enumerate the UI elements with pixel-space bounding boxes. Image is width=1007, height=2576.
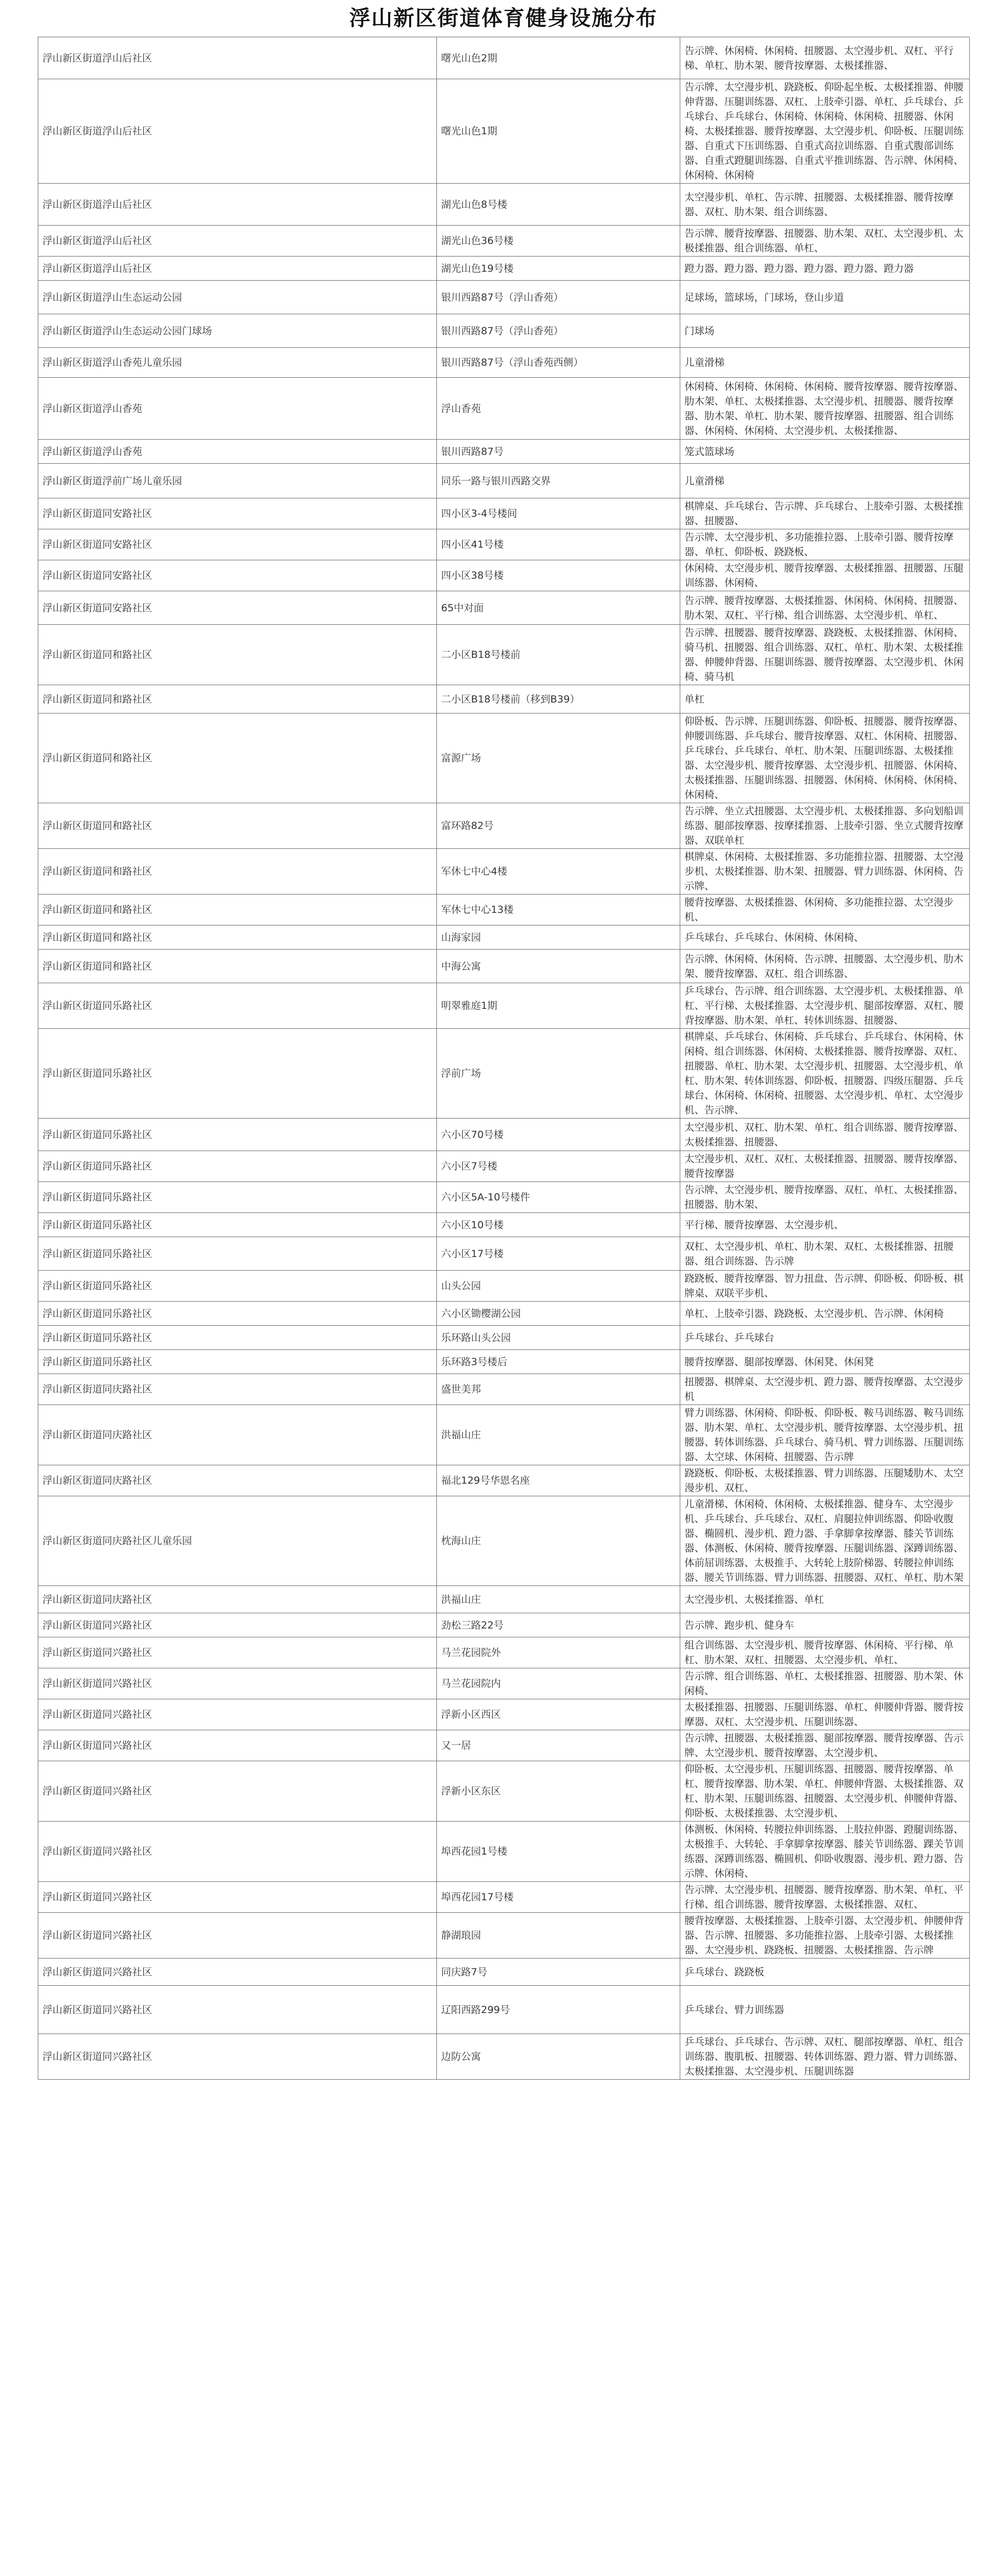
cell-area: 浮山新区街道同安路社区: [38, 560, 437, 591]
cell-location: 四小区41号楼: [437, 529, 680, 560]
cell-area: 浮山新区街道同和路社区: [38, 950, 437, 983]
cell-area: 浮山新区街道同兴路社区: [38, 1822, 437, 1882]
cell-facilities: 告示牌、休闲椅、休闲椅、告示牌、扭腰器、太空漫步机、肋木架、腰背按摩器、双杠、组合训练器、: [680, 950, 970, 983]
cell-area: 浮山新区街道同兴路社区: [38, 1913, 437, 1958]
cell-facilities: 告示牌、扭腰器、腰背按摩器、跷跷板、太极揉推器、休闲椅、骑马机、扭腰器、组合训练器、双杠、单杠、肋木架、太极揉推器、伸腰伸背器、压腿训练器、腰背按摩器、太空漫步机、休闲椅、骑马机: [680, 625, 970, 685]
cell-facilities: 儿童滑梯: [680, 348, 970, 378]
cell-facilities: 门球场: [680, 314, 970, 348]
table-row: [38, 1668, 970, 1699]
table-row: [38, 950, 970, 983]
cell-facilities: 棋牌桌、休闲椅、太极揉推器、多功能推拉器、扭腰器、太空漫步机、太极揉推器、肋木架、扭腰器、臂力训练器、休闲椅、告示牌、: [680, 849, 970, 895]
cell-facilities: 腰背按摩器、太极揉推器、休闲椅、多功能推拉器、太空漫步机、: [680, 895, 970, 925]
cell-facilities: 太空漫步机、太极揉推器、单杠: [680, 1586, 970, 1613]
cell-area: 浮山新区街道同安路社区: [38, 498, 437, 529]
cell-facilities: 棋牌桌、乒乓球台、休闲椅、乒乓球台、乒乓球台、休闲椅、休闲椅、组合训练器、休闲椅、太极揉推器、腰背按摩器、双杠、扭腰器、单杠、肋木架、太空漫步机、扭腰器、太空漫步机、单杠、肋木架、转体训练器、仰卧板、扭腰器、四级压腿器、乒乓球台、休闲椅、休闲椅、扭腰器、太空漫步机、单杠、太空漫步机、告示牌、: [680, 1029, 970, 1119]
cell-facilities: 体测板、休闲椅、转腰拉伸训练器、上肢拉伸器、蹬腿训练器、太极推手、大转轮、手拿脚拿按摩器、膝关节训练器、踝关节训练器、深蹲训练器、椭圆机、仰卧收腹器、漫步机、蹬力器、告示牌、休闲椅、: [680, 1822, 970, 1882]
table-row: [38, 378, 970, 440]
cell-area: 浮山新区街道同和路社区: [38, 849, 437, 895]
cell-location: 湖光山色8号楼: [437, 184, 680, 226]
cell-facilities: 太空漫步机、双杠、肋木架、单杠、组合训练器、腰背按摩器、太极揉推器、扭腰器、: [680, 1119, 970, 1151]
cell-facilities: 儿童滑梯、休闲椅、休闲椅、太极揉推器、健身车、太空漫步机、乒乓球台、乒乓球台、双杠、肩腿拉伸训练器、仰卧收腹器、椭圆机、漫步机、蹬力器、手拿脚拿按摩器、膝关节训练器、体测板、休闲椅、腰背按摩器、压腿训练器、深蹲训练器、体前屈训练器、太极推手、大转轮上肢阶梯器、转腰拉伸训练器、腰关节训练器、臂力训练器、扭腰器、双杠、单杠、肋木架: [680, 1496, 970, 1586]
cell-area: 浮山新区街道浮山生态运动公园门球场: [38, 314, 437, 348]
cell-area: 浮山新区街道同兴路社区: [38, 1986, 437, 2034]
cell-location: 埠西花园1号楼: [437, 1822, 680, 1882]
table-row: [38, 1913, 970, 1958]
cell-location: 山头公园: [437, 1271, 680, 1302]
cell-facilities: 乒乓球台、乒乓球台: [680, 1326, 970, 1350]
table-row: [38, 37, 970, 79]
cell-facilities: 平行梯、腰背按摩器、太空漫步机、: [680, 1213, 970, 1237]
cell-location: 六小区锄樱湖公园: [437, 1302, 680, 1326]
cell-area: 浮山新区街道同兴路社区: [38, 2034, 437, 2080]
cell-facilities: 告示牌、休闲椅、休闲椅、扭腰器、太空漫步机、双杠、平行梯、单杠、肋木架、腰背按摩器、太极揉推器、: [680, 37, 970, 79]
cell-facilities: 告示牌、腰背按摩器、扭腰器、肋木架、双杠、太空漫步机、太极揉推器、组合训练器、单杠、: [680, 226, 970, 257]
cell-facilities: 告示牌、坐立式扭腰器、太空漫步机、太极揉推器、多向划船训练器、腿部按摩器、按摩揉推器、上肢牵引器、坐立式腰背按摩器、双联单杠: [680, 803, 970, 849]
cell-location: 洪福山庄: [437, 1405, 680, 1465]
cell-location: 马兰花园院内: [437, 1668, 680, 1699]
cell-facilities: 太空漫步机、双杠、双杠、太极揉推器、扭腰器、腰背按摩器、腰背按摩器: [680, 1151, 970, 1182]
cell-facilities: 乒乓球台、臂力训练器: [680, 1986, 970, 2034]
cell-area: 浮山新区街道同乐路社区: [38, 1119, 437, 1151]
cell-location: 同庆路7号: [437, 1958, 680, 1986]
cell-location: 同乐一路与银川西路交界: [437, 464, 680, 498]
cell-location: 浮新小区东区: [437, 1761, 680, 1822]
cell-facilities: 告示牌、跑步机、健身车: [680, 1613, 970, 1637]
cell-facilities: 腰背按摩器、腿部按摩器、休闲凳、休闲凳: [680, 1350, 970, 1374]
cell-location: 军休七中心13楼: [437, 895, 680, 925]
cell-area: 浮山新区街道同兴路社区: [38, 1730, 437, 1761]
table-row: [38, 314, 970, 348]
cell-location: 福北129号华恩名座: [437, 1465, 680, 1496]
cell-facilities: 告示牌、太空漫步机、跷跷板、仰卧起坐板、太极揉推器、伸腰伸背器、压腿训练器、双杠、上肢牵引器、单杠、乒乓球台、乒乓球台、乒乓球台、休闲椅、休闲椅、休闲椅、扭腰器、休闲椅、太极揉推器、腰背按摩器、太空漫步机、仰卧板、压腿训练器、自重式下压训练器、自重式高拉训练器、自重式腹部训练器、自重式蹬腿训练器、自重式平推训练器、告示牌、休闲椅、休闲椅、休闲椅: [680, 79, 970, 184]
cell-area: 浮山新区街道浮山香苑: [38, 378, 437, 440]
cell-facilities: 休闲椅、太空漫步机、腰背按摩器、太极揉推器、扭腰器、压腿训练器、休闲椅、: [680, 560, 970, 591]
table-row: [38, 1465, 970, 1496]
table-row: [38, 348, 970, 378]
cell-facilities: 双杠、太空漫步机、单杠、肋木架、双杠、太极揉推器、扭腰器、组合训练器、告示牌: [680, 1237, 970, 1271]
table-row: [38, 925, 970, 950]
cell-facilities: 太极揉推器、扭腰器、压腿训练器、单杠、伸腰伸背器、腰背按摩器、双杠、太空漫步机、压腿训练器、: [680, 1699, 970, 1730]
cell-area: 浮山新区街道同兴路社区: [38, 1637, 437, 1668]
cell-facilities: 组合训练器、太空漫步机、腰背按摩器、休闲椅、平行梯、单杠、肋木架、双杠、扭腰器、太空漫步机、单杠、: [680, 1637, 970, 1668]
cell-area: 浮山新区街道同和路社区: [38, 625, 437, 685]
table-row: [38, 560, 970, 591]
cell-facilities: 蹬力器、蹬力器、蹬力器、蹬力器、蹬力器、蹬力器: [680, 257, 970, 281]
cell-area: 浮山新区街道同庆路社区: [38, 1405, 437, 1465]
cell-location: 山海家园: [437, 925, 680, 950]
cell-location: 湖光山色36号楼: [437, 226, 680, 257]
cell-facilities: 乒乓球台、乒乓球台、休闲椅、休闲椅、: [680, 925, 970, 950]
cell-location: 乐环路山头公园: [437, 1326, 680, 1350]
table-row: [38, 1822, 970, 1882]
table-row: [38, 1213, 970, 1237]
table-row: [38, 1730, 970, 1761]
cell-area: 浮山新区街道同乐路社区: [38, 1151, 437, 1182]
cell-facilities: 单杠: [680, 685, 970, 714]
cell-area: 浮山新区街道同和路社区: [38, 803, 437, 849]
cell-area: 浮山新区街道同和路社区: [38, 714, 437, 803]
cell-area: 浮山新区街道同兴路社区: [38, 1613, 437, 1637]
cell-location: 六小区17号楼: [437, 1237, 680, 1271]
cell-location: 浮前广场: [437, 1029, 680, 1119]
cell-location: 浮山香苑: [437, 378, 680, 440]
document-title: 浮山新区街道体育健身设施分布: [349, 6, 658, 30]
cell-facilities: 太空漫步机、单杠、告示牌、扭腰器、太极揉推器、腰背按摩器、双杠、肋木架、组合训练器、: [680, 184, 970, 226]
cell-location: 浮新小区西区: [437, 1699, 680, 1730]
cell-area: 浮山新区街道同安路社区: [38, 591, 437, 625]
table-row: [38, 281, 970, 314]
cell-facilities: 乒乓球台、乒乓球台、告示牌、双杠、腿部按摩器、单杠、组合训练器、腹肌板、扭腰器、转体训练器、蹬力器、臂力训练器、太极揉推器、太空漫步机、压腿训练器: [680, 2034, 970, 2080]
cell-location: 六小区7号楼: [437, 1151, 680, 1182]
cell-location: 二小区B18号楼前（移到B39）: [437, 685, 680, 714]
table-row: [38, 895, 970, 925]
cell-area: 浮山新区街道浮山后社区: [38, 184, 437, 226]
table-row: [38, 440, 970, 464]
cell-location: 静湖琅园: [437, 1913, 680, 1958]
cell-facilities: 告示牌、扭腰器、太极揉推器、腿部按摩器、腰背按摩器、告示牌、太空漫步机、腰背按摩器、太空漫步机、: [680, 1730, 970, 1761]
cell-location: 富环路82号: [437, 803, 680, 849]
table-row: [38, 1958, 970, 1986]
cell-location: 四小区3-4号楼间: [437, 498, 680, 529]
cell-location: 65中对面: [437, 591, 680, 625]
table-row: [38, 79, 970, 184]
cell-area: 浮山新区街道浮山后社区: [38, 79, 437, 184]
cell-facilities: 乒乓球台、告示牌、组合训练器、太空漫步机、太极揉推器、单杠、平行梯、太极揉推器、太空漫步机、腿部按摩器、双杠、腰背按摩器、肋木架、单杠、转体训练器、扭腰器、: [680, 983, 970, 1029]
cell-area: 浮山新区街道同庆路社区: [38, 1374, 437, 1405]
cell-area: 浮山新区街道浮山生态运动公园: [38, 281, 437, 314]
table-row: [38, 591, 970, 625]
table-row: [38, 257, 970, 281]
table-row: [38, 1637, 970, 1668]
cell-area: 浮山新区街道同兴路社区: [38, 1761, 437, 1822]
cell-facilities: 告示牌、太空漫步机、扭腰器、腰背按摩器、肋木架、单杠、平行梯、组合训练器、腰背按摩器、太极揉推器、双杠、: [680, 1882, 970, 1913]
cell-location: 中海公寓: [437, 950, 680, 983]
cell-location: 乐环路3号楼后: [437, 1350, 680, 1374]
cell-location: 边防公寓: [437, 2034, 680, 2080]
cell-location: 银川西路87号（浮山香苑）: [437, 314, 680, 348]
table-row: [38, 2034, 970, 2080]
cell-area: 浮山新区街道同庆路社区儿童乐园: [38, 1496, 437, 1586]
cell-area: 浮山新区街道同兴路社区: [38, 1668, 437, 1699]
cell-facilities: 告示牌、太空漫步机、多功能推拉器、上肢牵引器、腰背按摩器、单杠、仰卧板、跷跷板、: [680, 529, 970, 560]
cell-area: 浮山新区街道同乐路社区: [38, 1213, 437, 1237]
cell-area: 浮山新区街道浮山香苑: [38, 440, 437, 464]
cell-location: 曙光山色2期: [437, 37, 680, 79]
cell-area: 浮山新区街道同庆路社区: [38, 1465, 437, 1496]
table-row: [38, 1882, 970, 1913]
cell-facilities: 乒乓球台、跷跷板: [680, 1958, 970, 1986]
cell-facilities: 告示牌、太空漫步机、腰背按摩器、双杠、单杠、太极揉推器、扭腰器、肋木架、: [680, 1182, 970, 1213]
table-row: [38, 625, 970, 685]
cell-facilities: 扭腰器、棋牌桌、太空漫步机、蹬力器、腰背按摩器、太空漫步机: [680, 1374, 970, 1405]
cell-location: 枕海山庄: [437, 1496, 680, 1586]
facility-table-body: [38, 37, 970, 2080]
table-row: [38, 184, 970, 226]
cell-location: 湖光山色19号楼: [437, 257, 680, 281]
cell-facilities: 儿童滑梯: [680, 464, 970, 498]
table-row: [38, 464, 970, 498]
cell-location: 六小区5A-10号楼件: [437, 1182, 680, 1213]
cell-facilities: 棋牌桌、乒乓球台、告示牌、乒乓球台、上肢牵引器、太极揉推器、扭腰器、: [680, 498, 970, 529]
cell-area: 浮山新区街道浮山后社区: [38, 37, 437, 79]
cell-location: 盛世美邦: [437, 1374, 680, 1405]
table-row: [38, 1496, 970, 1586]
cell-location: 又一居: [437, 1730, 680, 1761]
table-row: [38, 1586, 970, 1613]
cell-area: 浮山新区街道同和路社区: [38, 895, 437, 925]
cell-area: 浮山新区街道同兴路社区: [38, 1882, 437, 1913]
cell-location: 四小区38号楼: [437, 560, 680, 591]
table-row: [38, 1986, 970, 2034]
cell-facilities: 腰背按摩器、太极揉推器、上肢牵引器、太空漫步机、伸腰伸背器、告示牌、扭腰器、多功能推拉器、上肢牵引器、太极揉推器、太空漫步机、跷跷板、扭腰器、太极揉推器、告示牌: [680, 1913, 970, 1958]
cell-location: 六小区70号楼: [437, 1119, 680, 1151]
cell-location: 辽阳西路299号: [437, 1986, 680, 2034]
cell-facilities: 跷跷板、仰卧板、太极揉推器、臂力训练器、压腿矮肋木、太空漫步机、双杠、: [680, 1465, 970, 1496]
cell-location: 银川西路87号（浮山香苑西侧）: [437, 348, 680, 378]
cell-facilities: 足球场，篮球场，门球场，登山步道: [680, 281, 970, 314]
table-row: [38, 803, 970, 849]
cell-location: 洪福山庄: [437, 1586, 680, 1613]
table-row: [38, 849, 970, 895]
cell-location: 埠西花园17号楼: [437, 1882, 680, 1913]
cell-location: 军休七中心4楼: [437, 849, 680, 895]
cell-facilities: 单杠、上肢牵引器、跷跷板、太空漫步机、告示牌、休闲椅: [680, 1302, 970, 1326]
table-row: [38, 226, 970, 257]
cell-area: 浮山新区街道同乐路社区: [38, 1350, 437, 1374]
cell-facilities: 跷跷板、腰背按摩器、智力扭盘、告示牌、仰卧板、仰卧板、棋牌桌、双联平步机、: [680, 1271, 970, 1302]
table-row: [38, 1119, 970, 1151]
table-row: [38, 714, 970, 803]
cell-area: 浮山新区街道同和路社区: [38, 925, 437, 950]
cell-location: 劲松三路22号: [437, 1613, 680, 1637]
cell-area: 浮山新区街道同乐路社区: [38, 1182, 437, 1213]
table-row: [38, 1405, 970, 1465]
cell-location: 银川西路87号: [437, 440, 680, 464]
cell-location: 六小区10号楼: [437, 1213, 680, 1237]
cell-area: 浮山新区街道同乐路社区: [38, 1237, 437, 1271]
table-row: [38, 1029, 970, 1119]
cell-location: 银川西路87号（浮山香苑）: [437, 281, 680, 314]
table-row: [38, 1237, 970, 1271]
cell-area: 浮山新区街道浮山香苑儿童乐园: [38, 348, 437, 378]
cell-area: 浮山新区街道浮山后社区: [38, 226, 437, 257]
table-row: [38, 1374, 970, 1405]
cell-location: 马兰花园院外: [437, 1637, 680, 1668]
cell-area: 浮山新区街道同兴路社区: [38, 1958, 437, 1986]
cell-area: 浮山新区街道同乐路社区: [38, 1302, 437, 1326]
cell-area: 浮山新区街道浮山后社区: [38, 257, 437, 281]
cell-area: 浮山新区街道同兴路社区: [38, 1699, 437, 1730]
table-row: [38, 1302, 970, 1326]
cell-location: 富源广场: [437, 714, 680, 803]
table-row: [38, 1151, 970, 1182]
cell-facilities: 仰卧板、告示牌、压腿训练器、仰卧板、扭腰器、腰背按摩器、伸腰训练器、乒乓球台、腰背按摩器、双杠、休闲椅、扭腰器、乒乓球台、乒乓球台、单杠、肋木架、压腿训练器、太极揉推器、太空漫步机、腰背按摩器、太空漫步机、扭腰器、休闲椅、太极揉推器、压腿训练器、扭腰器、休闲椅、休闲椅、休闲椅、休闲椅、: [680, 714, 970, 803]
cell-area: 浮山新区街道同乐路社区: [38, 1271, 437, 1302]
cell-location: 二小区B18号楼前: [437, 625, 680, 685]
cell-location: 曙光山色1期: [437, 79, 680, 184]
cell-area: 浮山新区街道同乐路社区: [38, 983, 437, 1029]
cell-area: 浮山新区街道同乐路社区: [38, 1029, 437, 1119]
cell-location: 明翠雅庭1期: [437, 983, 680, 1029]
cell-facilities: 臂力训练器、休闲椅、仰卧板、仰卧板、鞍马训练器、鞍马训练器、肋木架、单杠、太空漫步机、腰背按摩器、太空漫步机、扭腰器、转体训练器、乒乓球台、骑马机、臂力训练器、压腿训练器、太空球、休闲椅、扭腰器、告示牌: [680, 1405, 970, 1465]
cell-area: 浮山新区街道同乐路社区: [38, 1326, 437, 1350]
cell-facilities: 告示牌、腰背按摩器、太极揉推器、休闲椅、休闲椅、扭腰器、肋木架、双杠、平行梯、组合训练器、太空漫步机、单杠、: [680, 591, 970, 625]
table-row: [38, 1613, 970, 1637]
facility-table: [38, 37, 970, 2080]
table-row: [38, 1182, 970, 1213]
cell-facilities: 告示牌、组合训练器、单杠、太极揉推器、扭腰器、肋木架、休闲椅、: [680, 1668, 970, 1699]
cell-area: 浮山新区街道浮前广场儿童乐园: [38, 464, 437, 498]
table-row: [38, 529, 970, 560]
table-row: [38, 1350, 970, 1374]
cell-area: 浮山新区街道同和路社区: [38, 685, 437, 714]
cell-area: 浮山新区街道同庆路社区: [38, 1586, 437, 1613]
table-row: [38, 498, 970, 529]
cell-facilities: 仰卧板、太空漫步机、压腿训练器、扭腰器、腰背按摩器、单杠、腰背按摩器、肋木架、单杠、伸腰伸背器、太极揉推器、双杠、肋木架、压腿训练器、扭腰器、太空漫步机、伸腰伸背器、仰卧板、太极揉推器、太空漫步机、: [680, 1761, 970, 1822]
table-row: [38, 1699, 970, 1730]
cell-area: 浮山新区街道同安路社区: [38, 529, 437, 560]
table-row: [38, 983, 970, 1029]
table-row: [38, 1326, 970, 1350]
cell-facilities: 休闲椅、休闲椅、休闲椅、休闲椅、腰背按摩器、腰背按摩器、肋木架、单杠、太极揉推器、太空漫步机、扭腰器、腰背按摩器、肋木架、单杠、肋木架、腰背按摩器、扭腰器、组合训练器、休闲椅、休闲椅、太空漫步机、太极揉推器、: [680, 378, 970, 440]
cell-facilities: 笼式篮球场: [680, 440, 970, 464]
table-row: [38, 1761, 970, 1822]
table-row: [38, 685, 970, 714]
table-row: [38, 1271, 970, 1302]
